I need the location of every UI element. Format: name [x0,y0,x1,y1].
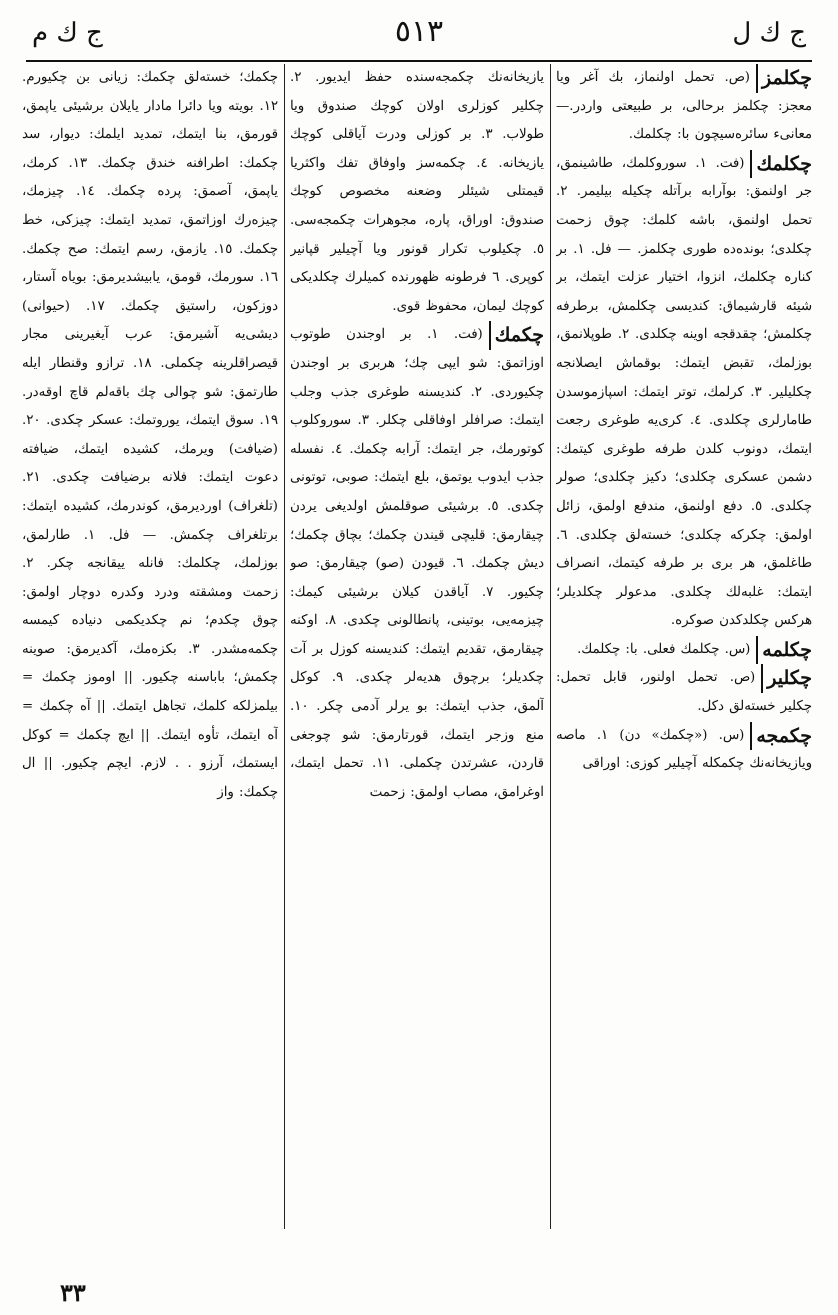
running-head-right: ج ك ل [732,18,806,48]
entry-continuation [290,64,544,321]
headword: چكمجه [750,722,812,751]
entry-text: يازيخانه‌نك چكمجه‌سنده حفظ ايديور. ٢. چكلير كوزلرى اولان كوچك صندوق ويا طولاب. ٣. بر كوزلى ودرت آياقلى كوچك يازيخانه. ٤. چكمه‌سز واوفاق تفك واكثريا قيمتلى شيئلر وضعنه مخصوص كوچك صندوق: اوراق، پاره، مجوهرات چكمجه‌سى. ٥. چكيلوب تكرار قونور ويا آچيلير قپانير كوپرى. ٦ فرطونه ظهورنده كميلرك چكلديكى كوچك ليمان، محفوظ قوى. [290,70,544,314]
entry [556,636,812,665]
entry-text: (فت. ١. بر اوجندن طوتوب اوزاتمق: شو ايپى چك؛ هربرى بر اوجندن چكيوردى. ٢. كنديسنه طوغرى جذب وجلب ايتمك: صرافلر اوفاقلى چكلر. ٣. سوروكلوب كوتورمك، جر ايتمك: آرابه چكمك. ٤. نفسله جذب ايدوب يوتمق، بلع ايتمك: صوبى، توتونى چكدى. ٥. برشيئى صوقلمش اولديغى يردن چيقارمق: قليچى قيندن چكمك؛ بچاق چكمك؛ ديش چكمك. ٦. قيودن (صو) چيقارمق: صو چكيور. ٧. آياقدن كيلان برشيئى كيمك: چيزمه‌يى، بوتينى، پانطالونى چكدى. ٨. اوكنه چيقارمق، تقديم ايتمك: كنديسنه كوزل بر آت چكديلر؛ برچوق هديه‌لر چكدى. ٩. كوكل آلمق، جذب ايتمك: بو يرلر آدمى چكر. ١٠. منع وزجر ايتمك، قورتارمق: شو چوجغى قاردن، عشرتدن چكملى. ١١. تحمل ايتمك، اوغرامق، مصاب اولمق: زحمت [290,327,544,800]
entry-text: (ص. تحمل اولنماز، بك آغر ويا معجز: چكلمز برحالى، بر طبيعتى واردر.— معانىء سائره‌سيچون با: چكلمك. [556,70,812,143]
headword: چكلمه [756,636,812,665]
column-middle [290,64,544,1229]
entry-text: چكمك؛ خسته‌لق چكمك: زيانى بن چكيورم. ١٢. بويته ويا دائرا مادار يايلان برشيئى ياپمق، قورمق، بنا ايتمك، تمديد ايلمك: ديوار، سد چكمك: اطرافنه خندق چكمك. ١٣. كرمك، ياپمق، آصمق: پرده چكمك. ١٤. چيزمك، چيزه‌رك اوزاتمق، تمديد ايتمك: چيزكى، خط چكمك. ١٥. يازمق، رسم ايتمك: صح چكمك. ١٦. سورمك، قومق، يابيشديرمق: بوياه آستار، دوزكون، راستيق چكمك. ١٧. (حيوانى) ديشى‌يه آشيرمق: عرب آيغيرينى مجار قيصراقلرينه چكملى. ١٨. ترازو وقنطار ايله طارتمق: شو چوالى چك باقه‌لم قاچ اوقه‌در. ١٩. سوق ايتمك، يوروتمك: عسكر چكدى. ٢٠. (ضيافت) ويرمك، كشيده ايتمك، ضيافته دعوت ايتمك: فلانه برضيافت چكدى. ٢١. (تلغراف) اورديرمق، كوندرمك، كشيده ايتمك: برتلغراف چكمش. — فل. ١. طارلمق، بوزلمك، چكلمك: فانله ييقانجه چكر. ٢. زحمت ومشقته ودرد وكدره دوچار اولمق: چوق چكدم؛ نم چكديكمى دنياده كيمسه چكمه‌مشدر. ٣. بكزه‌مك، آكديرمق: صوينه چكمش؛ باباسنه چكيور. || اوموز چكمك = بيلمزلكه كلمك، تجاهل ايتمك. || آه چكمك = آه ايتمك، تأوه ايتمك. || ايچ چكمك = كوكل ايستمك، آرزو . . لازم. ايچم چكيور. || ال چكمك: واز [22,70,278,800]
running-head-left: ج ك م [32,18,103,48]
entry [290,321,544,807]
entry-text: (س. چكلمك فعلى. با: چكلمك. [577,641,751,657]
entry-text: (فت. ١. سوروكلمك، طاشينمق، جر اولنمق: بوآرابه برآتله چكيله بيليمر. ٢. تحمل اولنمق، باشه كلمك: چوق زحمت چكلدى؛ بونده‌ده طورى چكلمز. — فل. ١. بر كناره چكلمك، انزوا، اختيار عزلت ايتمك، بر شيئه قارشيماق: كنديسى چكلمش، برطرفه چكلمش؛ چقدقجه اوينه چكلدى. ٢. طوپلانمق، بوزلمك، تقبض ايتمك: بوقماش ايصلانجه چكليلير. ٣. كرلمك، توتر ايتمك: اسپازموسدن طامارلرى چكلدى. ٤. كرى‌يه طوغرى رجعت ايتمك، دونوب كلدن طرفه طوغرى كيتمك: دشمن عسكرى چكلدى؛ دكيز چكلدى؛ صولر چكلدى. ٥. دفع اولنمق، مندفع اولمق، زائل اولمق: چكركه چكلدى؛ خسته‌لق چكلدى. ٦. طاغلمق، هر برى بر طرفه كيتمك، انصراف ايتمك: غلبه‌لك چكلدى. مدعولر چكلديلر؛ هركس چكلدكدن صوكره. [556,155,812,629]
entry-text: (ص. تحمل اولنور، قابل تحمل: چكلير خسته‌لق دكل. [556,670,812,715]
entry [556,64,812,150]
page-number: ٥١٣ [394,14,444,49]
headword: چكمك [489,321,544,350]
page-header [26,14,812,58]
entry-continuation [22,64,278,807]
headword: چكلير [761,664,812,693]
entry [556,150,812,636]
entry-text: (س. («چكمك» دن) ١. ماصه ويازيخانه‌نك چكمكله آچيلير كوزى: اوراقى [556,727,812,772]
column-right [556,64,812,1229]
entry [556,722,812,779]
column-divider [550,64,551,1229]
entry [556,664,812,721]
signature-number: ٣٣ [60,1278,86,1307]
column-divider [284,64,285,1229]
column-left [22,64,278,1229]
headword: چكلمك [750,150,812,179]
headword: چكلمز [756,64,812,93]
header-rule [26,60,812,62]
